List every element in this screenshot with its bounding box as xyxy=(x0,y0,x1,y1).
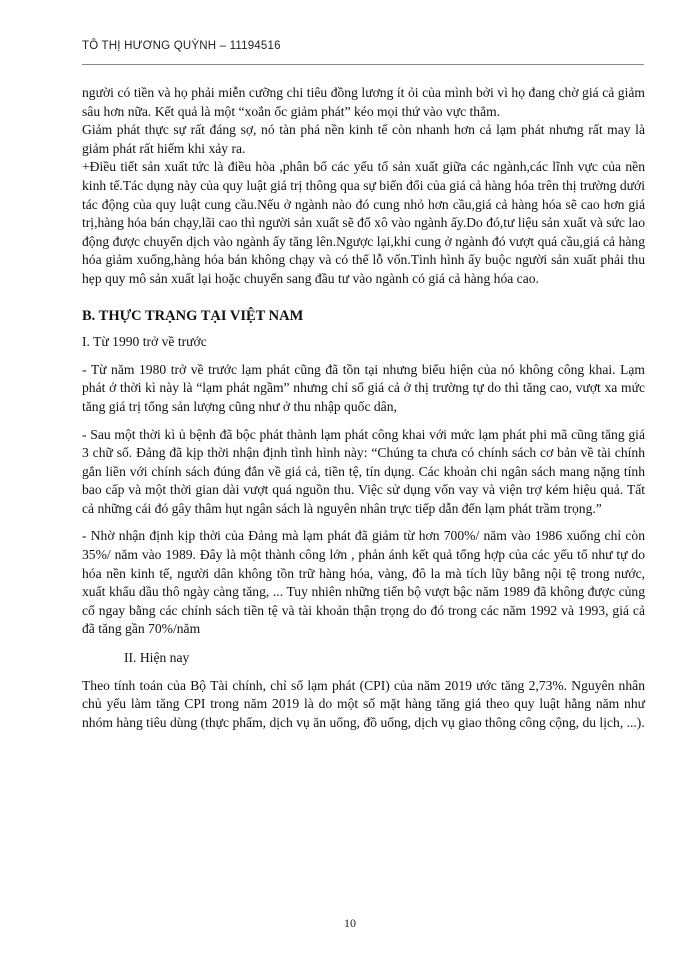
page-number: 10 xyxy=(344,916,356,930)
header-divider xyxy=(82,64,644,65)
paragraph: - Từ năm 1980 trở về trước lạm phát cũng đã tồn tại nhưng biểu hiện của nó không công khai. Lạm phát ở thời kì này là “lạm phát ngầm” nhưng chỉ số giá cả ở thị trường tự do thì tăng cao, vượt xa mức tăng giá trị tổng sản lượng cũng như ở thu nhập quốc dân, xyxy=(82,361,645,414)
document-body xyxy=(82,84,645,732)
paragraph: - Nhờ nhận định kịp thời của Đảng mà lạm phát đã giảm từ hơn 700%/ năm vào 1986 xuống chỉ còn 35%/ năm vào 1989. Đây là một thành công lớn , phản ánh kết quả tổng hợp của các yếu tố như tự do hóa nền kinh tế, người dân không tồn trữ hàng hóa, vàng, đô la mà tích lũy bằng nội tệ trong nước, xuất khẩu dầu thô ngày càng tăng, ... Tuy nhiên những tiến bộ vượt bậc năm 1989 đã không được củng cố ngay bằng các chính sách tiền tệ và tài khoản thận trọng do đó trong các năm 1992 và 1993, giá cả đã tăng gần 70%/năm xyxy=(82,528,645,637)
page-header: TÔ THỊ HƯƠNG QUỲNH – 11194516 xyxy=(82,40,281,52)
subsection-heading: II. Hiện nay xyxy=(124,650,190,666)
paragraph: Giảm phát thực sự rất đáng sợ, nó tàn phá nền kinh tế còn nhanh hơn cả lạm phát nhưng rất may là giảm phát rất hiếm khi xảy ra. xyxy=(82,122,645,156)
paragraph: người có tiền và họ phải miễn cưỡng chi tiêu đồng lương ít ỏi của mình bởi vì họ đang chờ giá cả giảm sâu hơn nữa. Kết quả là một “xoắn ốc giảm phát” kéo mọi thứ vào vực thẳm. xyxy=(82,85,645,119)
section-heading: B. THỰC TRẠNG TẠI VIỆT NAM xyxy=(82,307,304,324)
paragraph: - Sau một thời kì ủ bệnh đã bộc phát thành lạm phát công khai với mức lạm phát phi mã cũng tăng giá 3 chữ số. Đảng đã kịp thời nhận định tình hình này: “Chúng ta chưa có chính sách cơ bản về tài chính gắn liền với chính sách đúng đắn về giá cả, tiền tệ, tín dụng. Các khoản chi ngân sách mang nặng tính bao cấp và một thời gian dài vượt quá nguồn thu. Việc sử dụng vốn vay và viện trợ kém hiệu quả. Tất cả những cái đó gây thâm hụt ngân sách là nguyên nhân trực tiếp dẫn đến lạm phát trầm trọng.” xyxy=(82,426,645,516)
paragraph: Theo tính toán của Bộ Tài chính, chỉ số lạm phát (CPI) của năm 2019 ước tăng 2,73%. Nguyên nhân chủ yếu làm tăng CPI trong năm 2019 là do một số mặt hàng tăng giá theo quy luật hằng năm như nhóm hàng tiêu dùng (thực phẩm, dịch vụ ăn uống, đồ uống, dịch vụ giao thông công cộng, du lịch, ...). xyxy=(82,677,645,730)
paragraph: +Điều tiết sản xuất tức là điều hòa ,phân bố các yếu tố sản xuất giữa các ngành,các lĩnh vực của nền kinh tế.Tác dụng này của quy luật giá trị thông qua sự biến đổi của giá cả hàng hóa trên thị trường dưới tác động của quy luật cung cầu.Nếu ở ngành nào đó cung nhỏ hơn cầu,giá cả hàng hóa sẽ cao hơn giá trị,hàng hóa bán chạy,lãi cao thì người sản xuất sẽ đổ xô vào ngành ấy.Do đó,tư liệu sản xuất và sức lao động được chuyển dịch vào ngành ấy tăng lên.Ngược lại,khi cung ở ngành đó vượt quá cầu,giá cả hàng hóa giảm xuống,hàng hóa bán không chạy và có thể lỗ vốn.Tình hình ấy buộc người sản xuất phải thu hẹp quy mô sản xuất lại hoặc chuyển sang đầu tư vào ngành có giá cả hàng hóa cao. xyxy=(82,159,645,286)
subsection-heading: I. Từ 1990 trở về trước xyxy=(82,334,207,350)
